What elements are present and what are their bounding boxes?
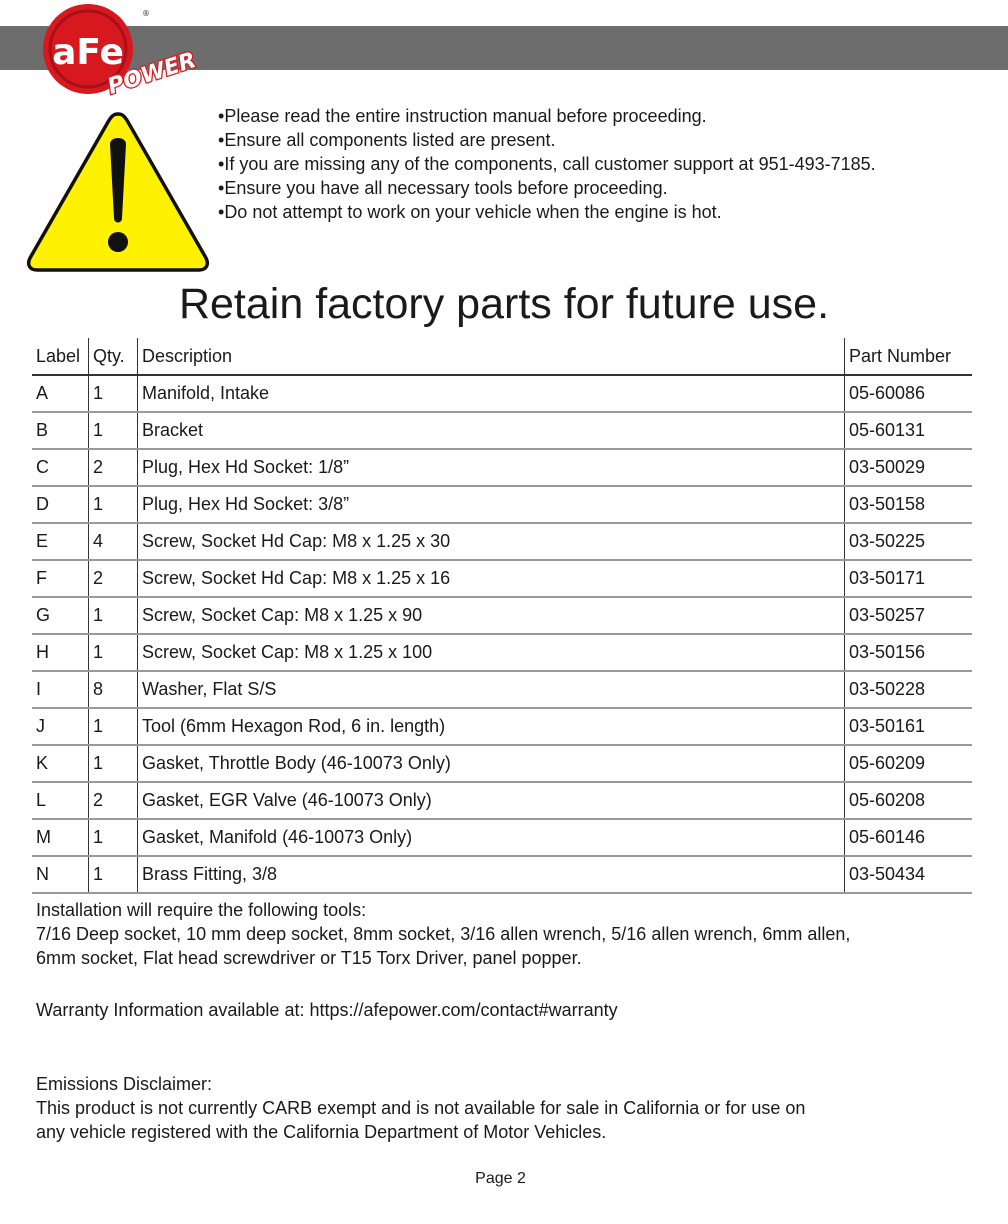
- parts-table: [32, 338, 972, 894]
- cell-qty: 1: [89, 634, 138, 671]
- table-row: [32, 597, 972, 634]
- cell-part-number: 05-60209: [845, 745, 973, 782]
- cell-description: Plug, Hex Hd Socket: 1/8”: [138, 449, 845, 486]
- notice-item: • Ensure you have all necessary tools before proceeding.: [218, 176, 876, 200]
- cell-description: Gasket, Manifold (46-10073 Only): [138, 819, 845, 856]
- cell-label: G: [32, 597, 89, 634]
- tools-intro: Installation will require the following tools:: [36, 900, 367, 920]
- cell-qty: 4: [89, 523, 138, 560]
- cell-qty: 2: [89, 782, 138, 819]
- cell-label: M: [32, 819, 89, 856]
- cell-qty: 1: [89, 375, 138, 412]
- table-header-row: [32, 338, 972, 375]
- cell-description: Gasket, EGR Valve (46-10073 Only): [138, 782, 845, 819]
- cell-label: D: [32, 486, 89, 523]
- cell-part-number: 05-60208: [845, 782, 973, 819]
- cell-part-number: 03-50156: [845, 634, 973, 671]
- cell-qty: 1: [89, 597, 138, 634]
- registered-mark: ®: [142, 9, 150, 18]
- cell-qty: 1: [89, 708, 138, 745]
- logo-wordmark: aFe: [52, 32, 124, 73]
- notice-item: • Do not attempt to work on your vehicle when the engine is hot.: [218, 200, 876, 224]
- header-qty: Qty.: [89, 338, 138, 375]
- logo-subtext: POWER: [104, 47, 200, 100]
- table-row: [32, 782, 972, 819]
- cell-part-number: 03-50434: [845, 856, 973, 893]
- emissions-text-line: This product is not currently CARB exempt and is not available for sale in California or for use on: [36, 1098, 806, 1118]
- cell-label: K: [32, 745, 89, 782]
- cell-part-number: 03-50257: [845, 597, 973, 634]
- cell-qty: 1: [89, 745, 138, 782]
- table-row: [32, 856, 972, 893]
- cell-part-number: 05-60086: [845, 375, 973, 412]
- cell-description: Bracket: [138, 412, 845, 449]
- cell-label: L: [32, 782, 89, 819]
- cell-description: Screw, Socket Hd Cap: M8 x 1.25 x 30: [138, 523, 845, 560]
- table-row: [32, 486, 972, 523]
- tools-list-line: 7/16 Deep socket, 10 mm deep socket, 8mm socket, 3/16 allen wrench, 5/16 allen wrench, 6mm allen,: [36, 924, 851, 944]
- afe-power-logo: [40, 0, 200, 100]
- cell-qty: 1: [89, 412, 138, 449]
- table-row: [32, 708, 972, 745]
- cell-part-number: 05-60131: [845, 412, 973, 449]
- notice-item: • If you are missing any of the components, call customer support at 951-493-7185.: [218, 152, 876, 176]
- cell-description: Brass Fitting, 3/8: [138, 856, 845, 893]
- retain-heading: Retain factory parts for future use.: [178, 280, 830, 328]
- cell-part-number: 03-50171: [845, 560, 973, 597]
- table-row: [32, 634, 972, 671]
- cell-part-number: 03-50161: [845, 708, 973, 745]
- cell-label: C: [32, 449, 89, 486]
- emissions-text-line: any vehicle registered with the California Department of Motor Vehicles.: [36, 1122, 607, 1142]
- cell-label: J: [32, 708, 89, 745]
- warranty-info: Warranty Information available at: https://afepower.com/contact#warranty: [36, 1000, 618, 1020]
- table-row: [32, 745, 972, 782]
- cell-label: A: [32, 375, 89, 412]
- cell-description: Tool (6mm Hexagon Rod, 6 in. length): [138, 708, 845, 745]
- cell-qty: 1: [89, 819, 138, 856]
- cell-part-number: 03-50029: [845, 449, 973, 486]
- cell-description: Plug, Hex Hd Socket: 3/8”: [138, 486, 845, 523]
- header-label: Label: [32, 338, 89, 375]
- table-row: [32, 449, 972, 486]
- cell-description: Washer, Flat S/S: [138, 671, 845, 708]
- cell-part-number: 03-50228: [845, 671, 973, 708]
- header-description: Description: [138, 338, 845, 375]
- header-part-number: Part Number: [845, 338, 973, 375]
- cell-description: Screw, Socket Cap: M8 x 1.25 x 100: [138, 634, 845, 671]
- cell-label: E: [32, 523, 89, 560]
- table-row: [32, 412, 972, 449]
- cell-label: H: [32, 634, 89, 671]
- table-row: [32, 375, 972, 412]
- cell-description: Gasket, Throttle Body (46-10073 Only): [138, 745, 845, 782]
- notice-item: • Ensure all components listed are present.: [218, 128, 876, 152]
- cell-part-number: 03-50158: [845, 486, 973, 523]
- cell-description: Manifold, Intake: [138, 375, 845, 412]
- tools-list-line: 6mm socket, Flat head screwdriver or T15 Torx Driver, panel popper.: [36, 948, 582, 968]
- table-row: [32, 523, 972, 560]
- emissions-title: Emissions Disclaimer:: [36, 1074, 213, 1094]
- cell-description: Screw, Socket Hd Cap: M8 x 1.25 x 16: [138, 560, 845, 597]
- cell-qty: 2: [89, 449, 138, 486]
- cell-part-number: 05-60146: [845, 819, 973, 856]
- emissions-disclaimer: [36, 1072, 805, 1144]
- cell-qty: 8: [89, 671, 138, 708]
- cell-qty: 2: [89, 560, 138, 597]
- notice-list: [218, 104, 876, 224]
- cell-description: Screw, Socket Cap: M8 x 1.25 x 90: [138, 597, 845, 634]
- tools-section: [36, 898, 850, 970]
- cell-label: I: [32, 671, 89, 708]
- table-row: [32, 819, 972, 856]
- table-row: [32, 560, 972, 597]
- notice-item: • Please read the entire instruction manual before proceeding.: [218, 104, 876, 128]
- page-number: Page 2: [475, 1170, 526, 1187]
- cell-part-number: 03-50225: [845, 523, 973, 560]
- cell-label: N: [32, 856, 89, 893]
- cell-qty: 1: [89, 486, 138, 523]
- warning-icon: [24, 108, 212, 274]
- cell-qty: 1: [89, 856, 138, 893]
- table-row: [32, 671, 972, 708]
- cell-label: F: [32, 560, 89, 597]
- cell-label: B: [32, 412, 89, 449]
